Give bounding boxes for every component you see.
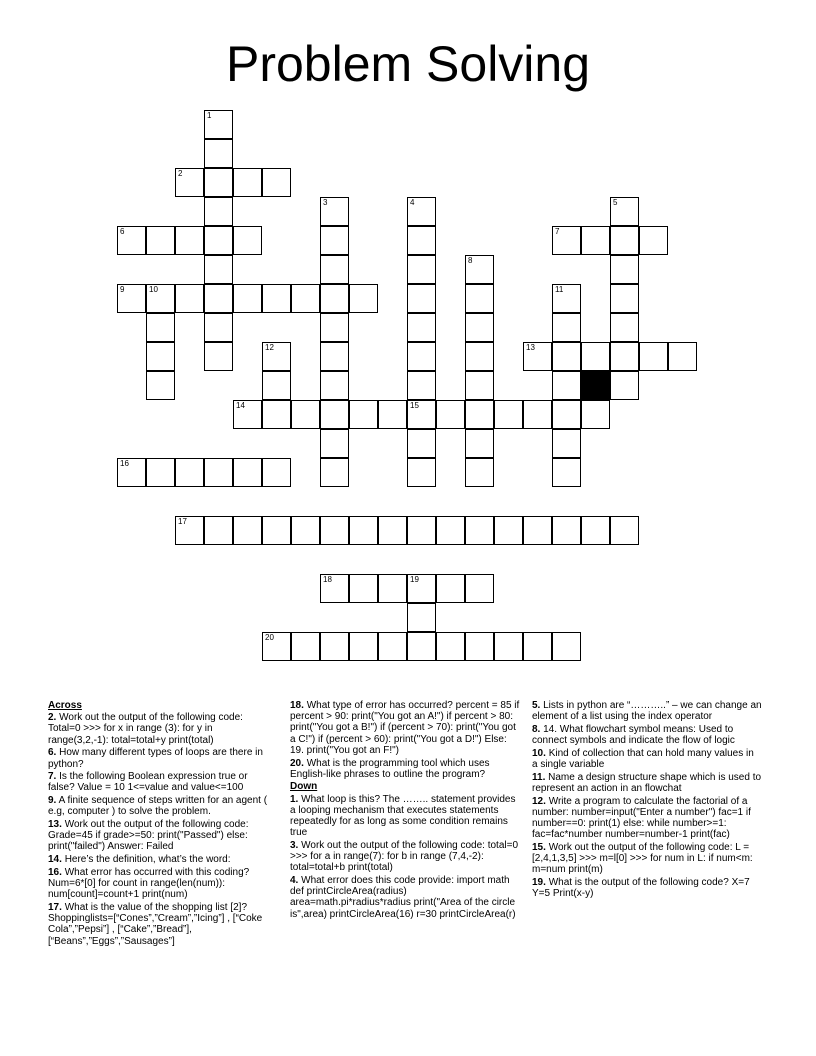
grid-cell[interactable]: [523, 342, 552, 371]
clue-item: [290, 758, 520, 780]
grid-cell[interactable]: [349, 516, 378, 545]
grid-cell[interactable]: [436, 400, 465, 429]
clue-text: What error does this code provide: import math def printCircleArea(radius) area=math.pi*radius*radius print("Area of the circle is",area) printCircleArea(16) r=30 printCircleArea(r): [290, 875, 516, 920]
grid-cell[interactable]: [349, 284, 378, 313]
grid-cell[interactable]: [204, 342, 233, 371]
grid-cell[interactable]: [204, 516, 233, 545]
clue-number-label: 4.: [290, 875, 299, 887]
grid-cell[interactable]: [291, 632, 320, 661]
grid-cell[interactable]: [407, 516, 436, 545]
grid-cell[interactable]: [407, 458, 436, 487]
grid-cell[interactable]: [552, 226, 581, 255]
grid-cell[interactable]: [175, 226, 204, 255]
grid-cell[interactable]: [320, 371, 349, 400]
clue-item: [532, 772, 762, 794]
grid-cell[interactable]: [262, 400, 291, 429]
clue-number-label: 8.: [532, 723, 541, 735]
grid-cell[interactable]: [639, 226, 668, 255]
grid-cell[interactable]: [320, 197, 349, 226]
clue-item: [48, 771, 270, 793]
grid-cell[interactable]: [552, 371, 581, 400]
clue-number-label: 12.: [532, 795, 546, 807]
grid-cell[interactable]: [465, 342, 494, 371]
clue-text: A finite sequence of steps written for an agent ( e.g, computer ) to solve the problem.: [48, 795, 268, 818]
clue-number: 14: [236, 401, 245, 410]
clue-item: [48, 854, 270, 865]
clue-item: [48, 867, 270, 901]
grid-cell[interactable]: [581, 226, 610, 255]
clue-number-label: 14.: [48, 854, 62, 866]
grid-cell[interactable]: [465, 284, 494, 313]
grid-cell[interactable]: [233, 458, 262, 487]
grid-cell[interactable]: [204, 197, 233, 226]
grid-cell[interactable]: [175, 458, 204, 487]
clues-column-2: [290, 700, 520, 921]
grid-cell[interactable]: [552, 516, 581, 545]
grid-cell[interactable]: [291, 284, 320, 313]
clue-text: How many different types of loops are there in python?: [48, 747, 263, 770]
grid-cell[interactable]: [407, 400, 436, 429]
grid-cell[interactable]: [146, 342, 175, 371]
grid-cell[interactable]: [668, 342, 697, 371]
clue-number: 5: [613, 198, 618, 207]
clue-number: 13: [526, 343, 535, 352]
grid-cell[interactable]: [320, 516, 349, 545]
grid-cell[interactable]: [581, 400, 610, 429]
grid-cell[interactable]: [407, 342, 436, 371]
clue-text: What error has occurred with this coding? Num=6*[0] for count in range(len(num)): num[count]=count+1 print(num): [48, 866, 250, 901]
clue-text: Work out the output of the following code: Total=0 >>> for x in range (3): for y in range(3,2,-1): total=total+y print(total): [48, 712, 243, 746]
grid-cell[interactable]: [320, 226, 349, 255]
grid-cell[interactable]: [117, 458, 146, 487]
grid-cell[interactable]: [465, 632, 494, 661]
grid-cell[interactable]: [204, 255, 233, 284]
grid-cell[interactable]: [407, 429, 436, 458]
grid-cell[interactable]: [407, 197, 436, 226]
black-cell: [581, 371, 610, 400]
grid-cell[interactable]: [378, 574, 407, 603]
clue-number-label: 18.: [290, 700, 304, 711]
clue-item: [48, 747, 270, 769]
clue-item: [48, 795, 270, 817]
clue-text: Is the following Boolean expression true or false? Value = 10 1<=value and value<=100: [48, 771, 248, 794]
clues-column-3: [532, 700, 762, 901]
grid-cell[interactable]: [465, 458, 494, 487]
grid-cell[interactable]: [610, 226, 639, 255]
grid-cell[interactable]: [407, 632, 436, 661]
clue-number: 12: [265, 343, 274, 352]
clue-number-label: 19.: [532, 877, 546, 889]
clue-text: Here’s the definition, what’s the word:: [64, 854, 231, 866]
clue-number: 7: [555, 227, 560, 236]
grid-cell[interactable]: [465, 255, 494, 284]
clue-number: 6: [120, 227, 125, 236]
grid-cell[interactable]: [436, 516, 465, 545]
grid-cell[interactable]: [610, 284, 639, 313]
grid-cell[interactable]: [146, 371, 175, 400]
clue-number: 1: [207, 111, 212, 120]
clue-number: 11: [555, 285, 564, 294]
grid-cell[interactable]: [262, 371, 291, 400]
clue-number: 10: [149, 285, 158, 294]
clue-number: 16: [120, 459, 129, 468]
grid-cell[interactable]: [146, 226, 175, 255]
grid-cell[interactable]: [233, 284, 262, 313]
grid-cell[interactable]: [320, 284, 349, 313]
grid-cell[interactable]: [117, 226, 146, 255]
grid-cell[interactable]: [523, 400, 552, 429]
clue-item: [290, 700, 520, 756]
grid-cell[interactable]: [407, 284, 436, 313]
grid-cell[interactable]: [320, 313, 349, 342]
clue-number-label: 9.: [48, 795, 57, 807]
grid-cell[interactable]: [204, 168, 233, 197]
clue-text: What type of error has occurred? percent = 85 if percent > 90: print("You got an A!") if percent > 80: print("You got a B!") if (percent > 70): print("You got a C!") if (percent > 60): print("You got a D!") Else: 19. print("You got an F!"): [290, 700, 520, 756]
grid-cell[interactable]: [320, 574, 349, 603]
grid-cell[interactable]: [494, 516, 523, 545]
grid-cell[interactable]: [175, 168, 204, 197]
grid-cell[interactable]: [320, 429, 349, 458]
clue-text: 14. What flowchart symbol means: Used to connect symbols and indicate the flow of logic: [532, 723, 735, 747]
page-title: Problem Solving: [225, 36, 591, 92]
grid-cell[interactable]: [407, 226, 436, 255]
clue-text: Kind of collection that can hold many values in a single variable: [532, 747, 754, 771]
grid-cell[interactable]: [378, 632, 407, 661]
grid-cell[interactable]: [262, 632, 291, 661]
grid-cell[interactable]: [610, 197, 639, 226]
grid-cell[interactable]: [610, 516, 639, 545]
grid-cell[interactable]: [465, 516, 494, 545]
clue-text: Work out the output of the following code: Grade=45 if grade>=50: print("Passed") else: print("failed") Answer: Failed: [48, 819, 249, 853]
clue-text: Lists in python are “………..” – we can change an element of a list using the index operator: [532, 700, 762, 723]
grid-cell[interactable]: [494, 400, 523, 429]
clue-item: [48, 902, 270, 947]
grid-cell[interactable]: [204, 458, 233, 487]
clue-number: 19: [410, 575, 419, 584]
grid-cell[interactable]: [349, 400, 378, 429]
grid-cell[interactable]: [465, 400, 494, 429]
grid-cell[interactable]: [262, 342, 291, 371]
clue-number: 18: [323, 575, 332, 584]
clue-number-label: 7.: [48, 771, 57, 783]
clue-text: What is the output of the following code? X=7 Y=5 Print(x-y): [532, 877, 750, 900]
clues-column-1: [48, 700, 270, 948]
clue-number-label: 17.: [48, 901, 62, 913]
grid-cell[interactable]: [262, 168, 291, 197]
grid-cell[interactable]: [610, 371, 639, 400]
clue-number-label: 20.: [290, 757, 304, 769]
grid-cell[interactable]: [320, 342, 349, 371]
grid-cell[interactable]: [407, 371, 436, 400]
clue-item: [532, 748, 762, 770]
clue-text: Work out the output of the following code: total=0 >>> for a in range(7): for b in range (7,4,-2): total=total+b print(total): [290, 839, 519, 874]
clue-number-label: 13.: [48, 819, 62, 831]
clue-text: What is the programming tool which uses English-like phrases to outline the program?: [290, 757, 490, 780]
grid-cell[interactable]: [581, 342, 610, 371]
grid-cell[interactable]: [175, 284, 204, 313]
grid-cell[interactable]: [320, 400, 349, 429]
grid-cell[interactable]: [581, 516, 610, 545]
clue-item: [532, 842, 762, 876]
clue-number: 8: [468, 256, 473, 265]
grid-cell[interactable]: [552, 342, 581, 371]
grid-cell[interactable]: [639, 342, 668, 371]
grid-cell[interactable]: [146, 284, 175, 313]
grid-cell[interactable]: [262, 516, 291, 545]
grid-cell[interactable]: [117, 284, 146, 313]
grid-cell[interactable]: [407, 574, 436, 603]
clue-number: 17: [178, 517, 187, 526]
clue-number-label: 2.: [48, 712, 57, 724]
clue-item: [290, 840, 520, 874]
clue-number: 20: [265, 633, 274, 642]
grid-cell[interactable]: [262, 284, 291, 313]
grid-cell[interactable]: [204, 226, 233, 255]
clue-item: [290, 875, 520, 920]
clue-item: [290, 794, 520, 839]
grid-cell[interactable]: [610, 342, 639, 371]
clue-number-label: 5.: [532, 700, 541, 711]
grid-cell[interactable]: [610, 313, 639, 342]
grid-cell[interactable]: [320, 632, 349, 661]
clue-item: [532, 796, 762, 841]
grid-cell[interactable]: [233, 516, 262, 545]
clue-number: 15: [410, 401, 419, 410]
grid-cell[interactable]: [465, 371, 494, 400]
grid-cell[interactable]: [204, 284, 233, 313]
clue-number-label: 10.: [532, 747, 546, 759]
grid-cell[interactable]: [552, 313, 581, 342]
grid-cell[interactable]: [233, 226, 262, 255]
grid-cell[interactable]: [378, 516, 407, 545]
grid-cell[interactable]: [552, 458, 581, 487]
grid-cell[interactable]: [465, 574, 494, 603]
clue-text: Write a program to calculate the factorial of a number: number=input("Enter a number") fac=1 if number==0: print(1) else: while number>=1: fac=fac*number number=number-1 print(fac): [532, 795, 751, 841]
grid-cell[interactable]: [552, 284, 581, 313]
grid-cell[interactable]: [407, 255, 436, 284]
grid-cell[interactable]: [436, 574, 465, 603]
clue-item: [532, 877, 762, 899]
clue-number: 2: [178, 169, 183, 178]
grid-cell[interactable]: [378, 400, 407, 429]
grid-cell[interactable]: [552, 429, 581, 458]
grid-cell[interactable]: [291, 516, 320, 545]
grid-cell[interactable]: [523, 516, 552, 545]
clue-item: [48, 712, 270, 746]
grid-cell[interactable]: [262, 458, 291, 487]
grid-cell[interactable]: [233, 400, 262, 429]
clue-number: 9: [120, 285, 125, 294]
grid-cell[interactable]: [523, 632, 552, 661]
grid-cell[interactable]: [407, 603, 436, 632]
clue-item: [48, 819, 270, 853]
clue-text: Name a design structure shape which is used to represent an action in an flowchat: [532, 771, 762, 794]
grid-cell[interactable]: [146, 313, 175, 342]
clue-number: 4: [410, 198, 415, 207]
grid-cell[interactable]: [204, 313, 233, 342]
grid-cell[interactable]: [407, 313, 436, 342]
clue-text: Work out the output of the following code: L = [2,4,1,3,5] >>> m=l[0] >>> for num in L: if num<m: m=num print(m): [532, 841, 753, 876]
grid-cell[interactable]: [349, 632, 378, 661]
grid-cell[interactable]: [320, 458, 349, 487]
grid-cell[interactable]: [146, 458, 175, 487]
clue-number-label: 11.: [532, 771, 546, 783]
grid-cell[interactable]: [291, 400, 320, 429]
grid-cell[interactable]: [494, 632, 523, 661]
grid-cell[interactable]: [175, 516, 204, 545]
down-heading: Down: [290, 781, 318, 793]
grid-cell[interactable]: [233, 168, 262, 197]
clue-number-label: 3.: [290, 839, 299, 851]
clue-item: [532, 724, 762, 746]
across-heading: Across: [48, 700, 82, 711]
clue-text: What is the value of the shopping list [2]? Shoppinglists=[“Cones”,”Cream”,”Icing”] , [“Coke Cola”,”Pepsi”] , [“Cake”,”Bread”],[“Beans”,”Eggs”,”Sausages”]: [48, 901, 263, 947]
grid-cell[interactable]: [552, 400, 581, 429]
grid-cell[interactable]: [204, 139, 233, 168]
grid-cell[interactable]: [465, 429, 494, 458]
grid-cell[interactable]: [610, 255, 639, 284]
grid-cell[interactable]: [320, 255, 349, 284]
grid-cell[interactable]: [349, 574, 378, 603]
clue-number-label: 16.: [48, 866, 62, 878]
clue-number-label: 6.: [48, 747, 57, 759]
clue-number-label: 15.: [532, 841, 546, 853]
clue-item: [532, 700, 762, 722]
clue-number-label: 1.: [290, 793, 299, 805]
grid-cell[interactable]: [552, 632, 581, 661]
grid-cell[interactable]: [204, 110, 233, 139]
grid-cell[interactable]: [436, 632, 465, 661]
clue-text: What loop is this? The …….. statement provides a looping mechanism that executes statements repeatedly for as long as some condition remains true: [290, 793, 516, 839]
grid-cell[interactable]: [465, 313, 494, 342]
clue-number: 3: [323, 198, 328, 207]
